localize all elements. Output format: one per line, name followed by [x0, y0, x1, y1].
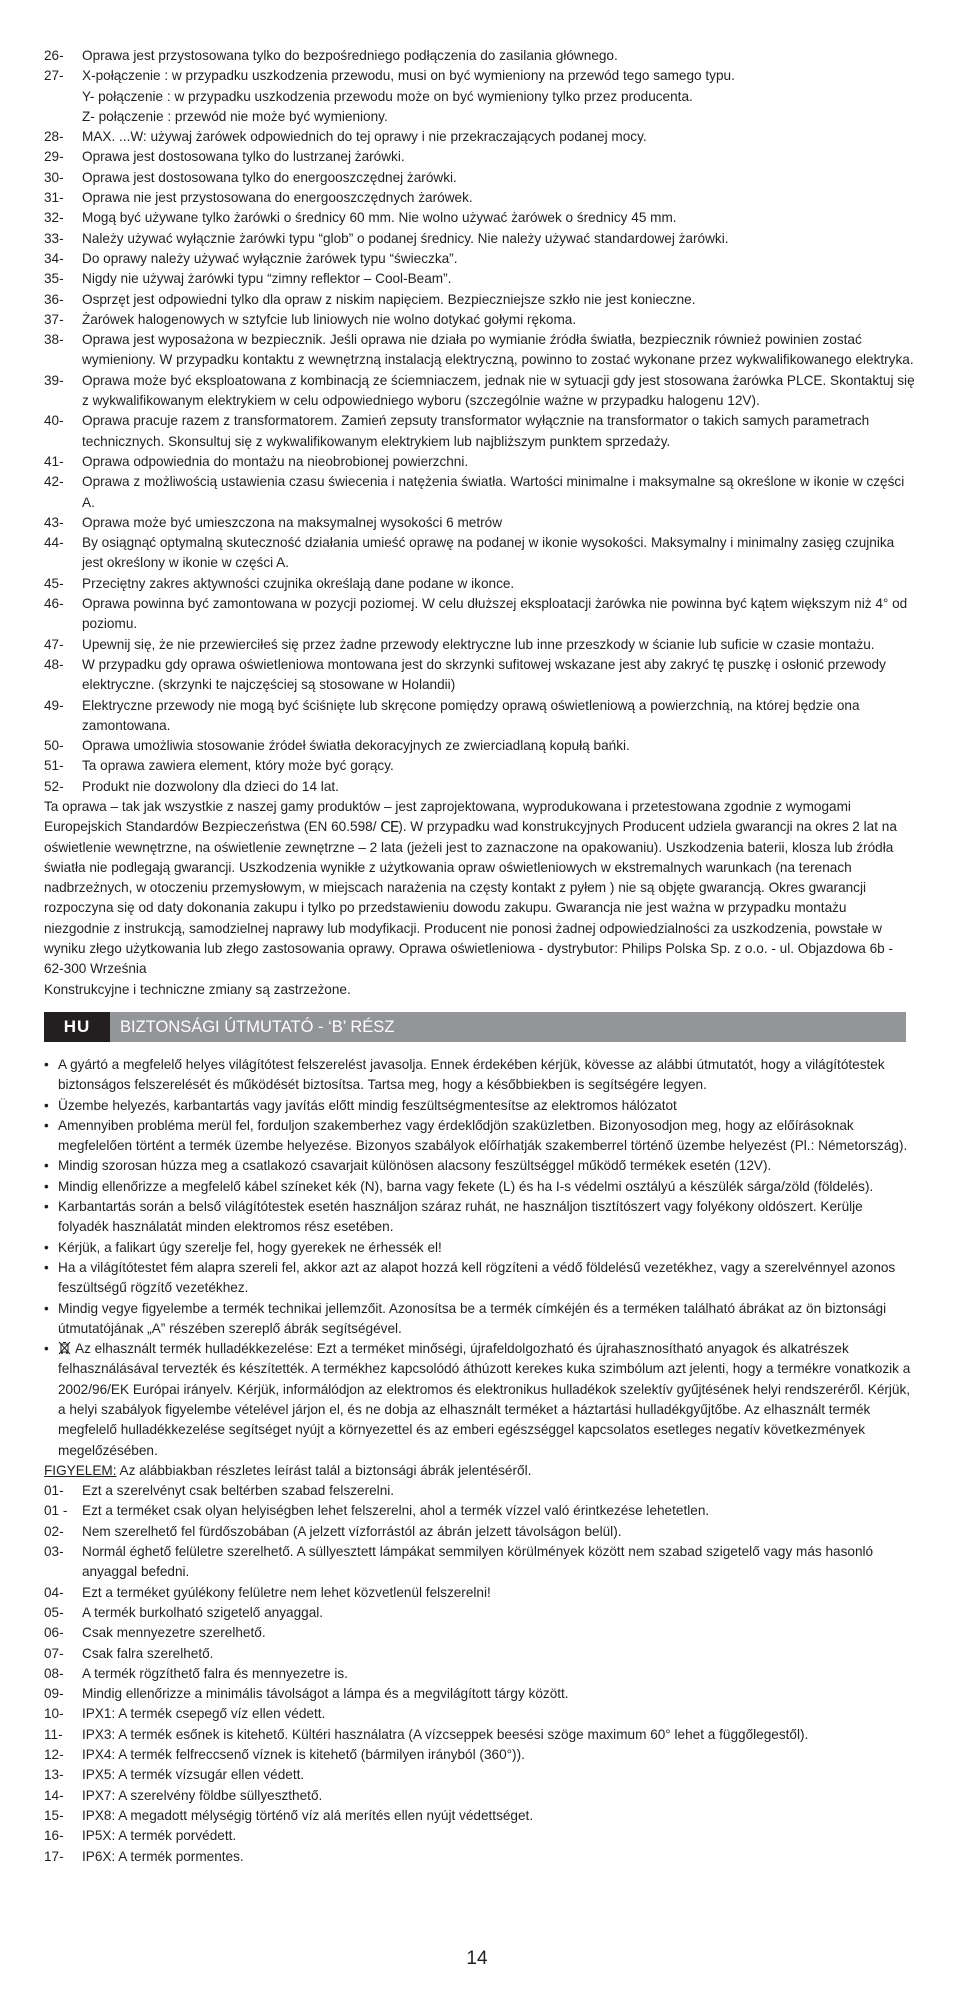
item-number: 42-	[44, 474, 64, 490]
bullet-dot: •	[44, 1097, 49, 1113]
bullet-text: A gyártó a megfelelő helyes világítótest felszerelést javasolja. Ennek érdekében kérjük, kövesse az alábbi útmutatót, hogy a világítótestek biztonságos felszerelését és működését biztosítsa. Tartsa meg, hogy a későbbiekben is segítségére legyen.	[58, 1056, 885, 1093]
item-text: IPX1: A termék csepegő víz ellen védett.	[82, 1706, 326, 1722]
item-text	[82, 594, 916, 635]
item-number: 43-	[44, 514, 64, 530]
item-number: 48-	[44, 656, 64, 672]
item-number: 38-	[44, 332, 64, 348]
list-item	[44, 127, 916, 147]
item-text	[82, 147, 916, 167]
item-line: Oprawa nie jest przystosowana do energooszczędnych żarówek.	[82, 190, 473, 206]
item-text	[82, 736, 916, 756]
bullet-item	[44, 1258, 916, 1299]
bullet-text: Üzembe helyezés, karbantartás vagy javítás előtt mindig feszültségmentesítse az elektromos hálózatot	[58, 1097, 677, 1113]
item-line: MAX. ...W: używaj żarówek odpowiednich do tej oprawy i nie przekraczających podanej mocy.	[82, 129, 647, 145]
hu-bullet-list	[44, 1055, 916, 1339]
bullet-item	[44, 1238, 916, 1258]
bullet-item	[44, 1116, 916, 1157]
page-number: 14	[466, 1948, 488, 1969]
bullet-dot: •	[44, 1300, 49, 1316]
crossed-out-bin-icon	[58, 1341, 71, 1355]
list-item	[44, 533, 916, 574]
bullet-item	[44, 1197, 916, 1238]
item-number: 27-	[44, 68, 64, 84]
item-text	[82, 533, 916, 574]
item-number: 06-	[44, 1625, 64, 1641]
item-text: Ezt a szerelvényt csak beltérben szabad felszerelni.	[82, 1483, 395, 1499]
hu-weee-list	[44, 1339, 916, 1461]
item-line: Upewnij się, że nie przewierciłeś się przez żadne przewody elektryczne lub inne przeszkody w ścianie lub suficie w czasie montażu.	[82, 636, 875, 652]
pl-warranty-part2: ). W przypadku wad konstrukcyjnych Producent udziela gwarancji na okres 2 lat na oświetlenie wewnętrzne, na oświetlenie zewnętrzne – 2 lata (jeżeli jest to zaznaczone na opakowaniu). Uszkodzenia baterii, klosza lub źródła światła nie podlegają gwarancji. Uszkodzenia wynikłe z użytkowania opraw oświetleniowych w ekstremalnych warunkach (na terenach nadbrzeżnych, w otoczeniu przemysłowym, w miejscach narażenia na częsty kontakt z pyłem ) nie są objęte gwarancją. Okres gwarancji rozpoczyna się od daty dokonania zakupu i tylko po przedstawieniu dowodu zakupu. Gwarancja nie jest ważna w przypadku montażu niezgodnie z instrukcją, samodzielnej naprawy lub modyfikacji. Producent nie ponosi żadnej odpowiedzialności za uszkodzenia, powstałe w wyniku złego użytkowania lub złego zastosowania oprawy. Oprawa oświetleniowa - dystrybutor: Philips Polska Sp. z o.o. - ul. Objazdowa 6b - 62-300 Września	[44, 819, 897, 977]
item-number: 52-	[44, 778, 64, 794]
bullet-item	[44, 1177, 916, 1197]
item-text: Nem szerelhető fel fürdőszobában (A jelzett vízforrástól az ábrán jelzett távolságon belül).	[82, 1523, 622, 1539]
item-text	[82, 777, 916, 797]
item-line: Y- połączenie : w przypadku uszkodzenia przewodu może on być wymieniony tylko przez producenta.	[82, 88, 693, 104]
bullet-dot: •	[44, 1158, 49, 1174]
bullet-item	[44, 1156, 916, 1176]
list-item	[44, 1644, 916, 1664]
list-item	[44, 1786, 916, 1806]
list-item	[44, 1806, 916, 1826]
hu-numbered-list	[44, 1481, 916, 1867]
item-text: Csak falra szerelhető.	[82, 1645, 214, 1661]
list-item	[44, 330, 916, 371]
list-item	[44, 269, 916, 289]
item-text	[82, 756, 916, 776]
list-item	[44, 1664, 916, 1684]
item-number: 12-	[44, 1747, 64, 1763]
item-text	[82, 574, 916, 594]
bullet-dot: •	[44, 1117, 49, 1133]
item-line: By osiągnąć optymalną skuteczność działania umieść oprawę na podanej w ikonie wysokości. Maksymalny i minimalny zasięg czujnika jest określony w ikonie w części A.	[82, 535, 895, 571]
item-number: 17-	[44, 1848, 64, 1864]
item-number: 37-	[44, 311, 64, 327]
item-text: IPX5: A termék vízsugár ellen védett.	[82, 1767, 305, 1783]
list-item	[44, 1745, 916, 1765]
item-text	[82, 249, 916, 269]
item-line: Produkt nie dozwolony dla dzieci do 14 lat.	[82, 778, 339, 794]
list-item	[44, 229, 916, 249]
item-number: 01-	[44, 1483, 64, 1499]
item-text: IP6X: A termék pormentes.	[82, 1848, 244, 1864]
item-line: Oprawa jest dostosowana tylko do energooszczędnej żarówki.	[82, 169, 457, 185]
item-number: 01 -	[44, 1503, 68, 1519]
item-number: 51-	[44, 758, 64, 774]
item-line: Żarówek halogenowych w sztyfcie lub liniowych nie wolno dotykać gołymi rękoma.	[82, 311, 577, 327]
item-line: Oprawa pracuje razem z transformatorem. Zamień zepsuty transformator wyłącznie na transformator o takich samych parametrach technicznych. Skonsultuj się z wykwalifikowanym elektrykiem lub najbliższym punktem sprzedaży.	[82, 413, 870, 449]
item-line: Mogą być używane tylko żarówki o średnicy 60 mm. Nie wolno używać żarówek o średnicy 45 mm.	[82, 210, 677, 226]
item-line: Elektryczne przewody nie mogą być ściśnięte lub skręcone pomiędzy oprawą oświetleniową a powierzchnią, na której będzie ona zamontowana.	[82, 697, 860, 733]
bullet-text: Amennyiben probléma merül fel, forduljon szakemberhez vagy érdeklődjön szaküzletben. Bizonyosodjon meg, hogy az előírásoknak megfelelően történt a termék üzembe helyezése. Bizonyos szabályok előírhatják szakemberrel történő üzembe helyezést (Pl.: Németország).	[58, 1117, 908, 1154]
list-item	[44, 594, 916, 635]
item-number: 08-	[44, 1665, 64, 1681]
bullet-dot: •	[44, 1178, 49, 1194]
bullet-dot: •	[44, 1341, 49, 1357]
item-number: 49-	[44, 697, 64, 713]
bullet-dot: •	[44, 1056, 49, 1072]
item-text	[82, 330, 916, 371]
hu-section-header	[44, 1012, 916, 1042]
item-line: Oprawa jest przystosowana tylko do bezpośredniego podłączenia do zasilania głównego.	[82, 48, 618, 63]
bullet-text: Mindig ellenőrizze a megfelelő kábel színeket kék (N), barna vagy fekete (L) és ha I-s védelmi osztályú a készülék sárga/zöld (földelés).	[58, 1178, 874, 1194]
item-text	[82, 46, 916, 66]
item-text	[82, 188, 916, 208]
list-item	[44, 188, 916, 208]
item-line: Osprzęt jest odpowiedni tylko dla opraw z niskim napięciem. Bezpieczniejsze szkło nie jest konieczne.	[82, 291, 696, 307]
item-line: Oprawa odpowiednia do montażu na nieobrobionej powierzchni.	[82, 453, 469, 469]
pl-warranty-paragraph	[44, 797, 916, 980]
item-number: 15-	[44, 1807, 64, 1823]
bullet-dot: •	[44, 1239, 49, 1255]
item-line: Należy używać wyłącznie żarówki typu “glob” o podanej średnicy. Nie należy używać standardowej żarówki.	[82, 230, 729, 246]
list-item	[44, 655, 916, 696]
list-item	[44, 1725, 916, 1745]
section-title: BIZTONSÁGI ÚTMUTATÓ - ‘B’ RÉSZ	[110, 1012, 906, 1042]
bullet-dot: •	[44, 1199, 49, 1215]
list-item	[44, 147, 916, 167]
item-text	[82, 513, 916, 533]
item-line: Z- połączenie : przewód nie może być wymieniony.	[82, 108, 388, 124]
list-item	[44, 635, 916, 655]
bullet-dot: •	[44, 1259, 49, 1275]
list-item	[44, 513, 916, 533]
list-item	[44, 1826, 916, 1846]
item-number: 47-	[44, 636, 64, 652]
item-number: 36-	[44, 291, 64, 307]
bullet-text: Kérjük, a falikart úgy szerelje fel, hogy gyerekek ne érhessék el!	[58, 1239, 442, 1255]
item-number: 39-	[44, 372, 64, 388]
list-item	[44, 46, 916, 66]
item-text	[82, 635, 916, 655]
item-number: 04-	[44, 1584, 64, 1600]
item-line: Oprawa może być umieszczona na maksymalnej wysokości 6 metrów	[82, 514, 503, 530]
item-line: Oprawa powinna być zamontowana w pozycji poziomej. W celu dłuższej eksploatacji żarówka nie powinna być kątem większym niż 4° od poziomu.	[82, 596, 908, 632]
hu-figure-intro	[44, 1461, 916, 1481]
bullet-item	[44, 1096, 916, 1116]
list-item	[44, 472, 916, 513]
item-line: Oprawa z możliwością ustawienia czasu świecenia i natężenia światła. Wartości minimalne i maksymalne są określone w ikonie w części A.	[82, 474, 905, 510]
list-item	[44, 411, 916, 452]
figure-attention-label: FIGYELEM:	[44, 1462, 117, 1478]
item-number: 40-	[44, 413, 64, 429]
list-item	[44, 1542, 916, 1583]
list-item	[44, 66, 916, 127]
list-item	[44, 1481, 916, 1501]
list-item	[44, 1704, 916, 1724]
list-item	[44, 371, 916, 412]
item-text: Csak mennyezetre szerelhető.	[82, 1625, 266, 1641]
item-text	[82, 411, 916, 452]
item-number: 50-	[44, 738, 64, 754]
item-text: Normál éghető felületre szerelhető. A süllyesztett lámpákat semmilyen körülmények között nem szabad szigetelő vagy más hasonló anyaggal befedni.	[82, 1544, 874, 1580]
item-text	[82, 229, 916, 249]
item-line: Przeciętny zakres aktywności czujnika określają dane podane w ikonce.	[82, 575, 515, 591]
item-number: 32-	[44, 210, 64, 226]
list-item	[44, 1684, 916, 1704]
bullet-text: Mindig szorosan húzza meg a csatlakozó csavarjait különösen alacsony feszültséggel működő termékek esetén (12V).	[58, 1158, 772, 1174]
bullet-text: Ha a világítótestet fém alapra szereli fel, akkor azt az alapot hozzá kell rögzíteni a védő földelésű vezetékhez, vagy a szerelvénnyel azonos feszültségű rögzítő vezetékhez.	[58, 1259, 896, 1296]
bullet-text: Mindig vegye figyelembe a termék technikai jellemzőit. Azonosítsa be a termék címkéjén és a terméken található ábrákat az ön biztonsági útmutatójának „A” részében szereplő ábrák segítségével.	[58, 1300, 887, 1336]
list-item	[44, 1583, 916, 1603]
item-text: IPX8: A megadott mélységig történő víz alá merítés ellen nyújt védettséget.	[82, 1807, 534, 1823]
bullet-item	[44, 1299, 916, 1340]
item-number: 05-	[44, 1604, 64, 1620]
list-item	[44, 310, 916, 330]
list-item	[44, 1847, 916, 1867]
item-number: 10-	[44, 1706, 64, 1722]
item-text	[82, 208, 916, 228]
item-number: 29-	[44, 149, 64, 165]
list-item	[44, 574, 916, 594]
list-item	[44, 452, 916, 472]
item-text: IP5X: A termék porvédett.	[82, 1828, 237, 1844]
item-line: Oprawa może być eksploatowana z kombinacją ze ściemniaczem, jednak nie w sytuacji gdy jest stosowana żarówka PLCE. Skontaktuj się z wykwalifikowanym elektrykiem w celu odpowiedniego wyboru (szczególnie ważne w przypadku halogenu 12V).	[82, 372, 915, 409]
item-text	[82, 168, 916, 188]
list-item	[44, 1603, 916, 1623]
item-text: IPX3: A termék esőnek is kitehető. Kültéri használatra (A vízcseppek beesési szöge maximum 60° lehet a függőlegestől).	[82, 1726, 809, 1742]
ce-mark-icon: CE	[380, 818, 399, 837]
item-number: 45-	[44, 575, 64, 591]
bullet-text: Karbantartás során a belső világítótestek esetén használjon száraz ruhát, ne használjon tisztítószert vagy folyékony oldószert. Kerülje folyadék használatát minden elektromos rész esetében.	[58, 1199, 863, 1235]
item-line: Ta oprawa zawiera element, który może być gorący.	[82, 758, 394, 774]
list-item	[44, 1501, 916, 1521]
item-text	[82, 310, 916, 330]
item-number: 34-	[44, 250, 64, 266]
item-line: Nigdy nie używaj żarówki typu “zimny reflektor – Cool-Beam”.	[82, 271, 452, 287]
item-text: Ezt a terméket csak olyan helyiségben lehet felszerelni, ahol a termék vízzel való érintkezése lehetetlen.	[82, 1503, 710, 1519]
language-code-badge: HU	[44, 1012, 110, 1042]
figure-intro-text: Az alábbiakban részletes leírást talál a biztonsági ábrák jelentéséről.	[116, 1462, 532, 1478]
item-line: X-połączenie : w przypadku uszkodzenia przewodu, musi on być wymieniony na przewód tego samego typu.	[82, 68, 735, 84]
list-item	[44, 1522, 916, 1542]
item-number: 16-	[44, 1828, 64, 1844]
item-text	[82, 371, 916, 412]
list-item	[44, 249, 916, 269]
list-item	[44, 208, 916, 228]
item-number: 35-	[44, 271, 64, 287]
item-text	[82, 472, 916, 513]
hu-weee-text: Az elhasznált termék hulladékkezelése: Ezt a terméket minőségi, újrafeldolgozható és újrahasznosítható anyagok és alkatrészek felhasználásával tervezték és készítették. A termékhez kapcsolódó áthúzott kerekes kuka szimbólum azt jelenti, hogy a termékre vonatkozik a 2002/96/EK Európai irányelv. Kérjük, informálódjon az elektromos és elektronikus hulladékok szelektív gyűjtésének helyi rendszeréről. Kérjük, a helyi szabályok figyelembe vételével járjon el, és ne dobja az elhasznált terméket a háztartási hulladékgyűjtőbe. Az elhasznált termék megfelelő hulladékkezelése segítséget nyújt a környezettel és az emberi egészséggel kapcsolatos esetleges negatív következmények megelőzésében.	[58, 1341, 911, 1458]
list-item	[44, 696, 916, 737]
list-item	[44, 1623, 916, 1643]
item-text	[82, 452, 916, 472]
item-number: 41-	[44, 453, 64, 469]
item-number: 46-	[44, 596, 64, 612]
item-number: 14-	[44, 1787, 64, 1803]
pl-warranty-part1: Ta oprawa – tak jak wszystkie z naszej gamy produktów – jest zaprojektowana, wyprodukowana i przetestowana zgodnie z wymogami Europejskich Standardów Bezpieczeństwa (EN 60.598/	[44, 798, 851, 835]
item-number: 44-	[44, 535, 64, 551]
list-item	[44, 736, 916, 756]
item-number: 11-	[44, 1726, 63, 1742]
item-text	[82, 290, 916, 310]
item-line: Oprawa umożliwia stosowanie źródeł światła dekoracyjnych ze zwierciadlaną kopułą bańki.	[82, 738, 630, 754]
item-line: Do oprawy należy używać wyłącznie żarówek typu “świeczka”.	[82, 250, 458, 266]
item-text	[82, 696, 916, 737]
list-item	[44, 168, 916, 188]
pl-numbered-list	[44, 46, 916, 797]
item-number: 28-	[44, 129, 64, 145]
item-text: Ezt a terméket gyúlékony felületre nem lehet közvetlenül felszerelni!	[82, 1584, 491, 1600]
item-text: Mindig ellenőrizze a minimális távolságot a lámpa és a megvilágított tárgy között.	[82, 1686, 569, 1702]
item-number: 02-	[44, 1523, 64, 1539]
item-number: 33-	[44, 230, 64, 246]
item-text	[82, 66, 916, 127]
page-content	[44, 46, 916, 1867]
item-number: 31-	[44, 190, 64, 206]
item-line: W przypadku gdy oprawa oświetleniowa montowana jest do skrzynki sufitowej wskazane jest aby zakryć tę puszkę i osłonić przewody elektryczne. (skrzynki te najczęściej są stosowane w Holandii)	[82, 656, 886, 693]
list-item	[44, 756, 916, 776]
item-text: A termék rögzíthető falra és mennyezetre is.	[82, 1665, 348, 1681]
pl-changes-note: Konstrukcyjne i techniczne zmiany są zastrzeżone.	[44, 981, 351, 997]
list-item	[44, 1765, 916, 1785]
item-line: Oprawa jest dostosowana tylko do lustrzanej żarówki.	[82, 149, 405, 165]
hu-weee-item	[44, 1339, 916, 1461]
item-number: 09-	[44, 1686, 64, 1702]
item-text	[82, 655, 916, 696]
item-text	[82, 127, 916, 147]
item-text: IPX7: A szerelvény földbe süllyeszthető.	[82, 1787, 323, 1803]
item-text: IPX4: A termék felfreccsenő víznek is kitehető (bármilyen irányból (360°)).	[82, 1747, 525, 1763]
item-line: Oprawa jest wyposażona w bezpiecznik. Jeśli oprawa nie działa po wymianie źródła światła, bezpiecznik również powinien zostać wymieniony. W przypadku kontaktu z wewnętrzną instalacją elektryczną, powinno to zostać wykonane przez wykwalifikowanego elektryka.	[82, 332, 914, 368]
item-number: 13-	[44, 1767, 64, 1783]
item-number: 07-	[44, 1645, 64, 1661]
item-text	[82, 269, 916, 289]
item-number: 30-	[44, 169, 64, 185]
item-number: 03-	[44, 1544, 64, 1560]
list-item	[44, 777, 916, 797]
item-number: 26-	[44, 48, 64, 63]
list-item	[44, 290, 916, 310]
item-text: A termék burkolható szigetelő anyaggal.	[82, 1604, 324, 1620]
bullet-item	[44, 1055, 916, 1096]
